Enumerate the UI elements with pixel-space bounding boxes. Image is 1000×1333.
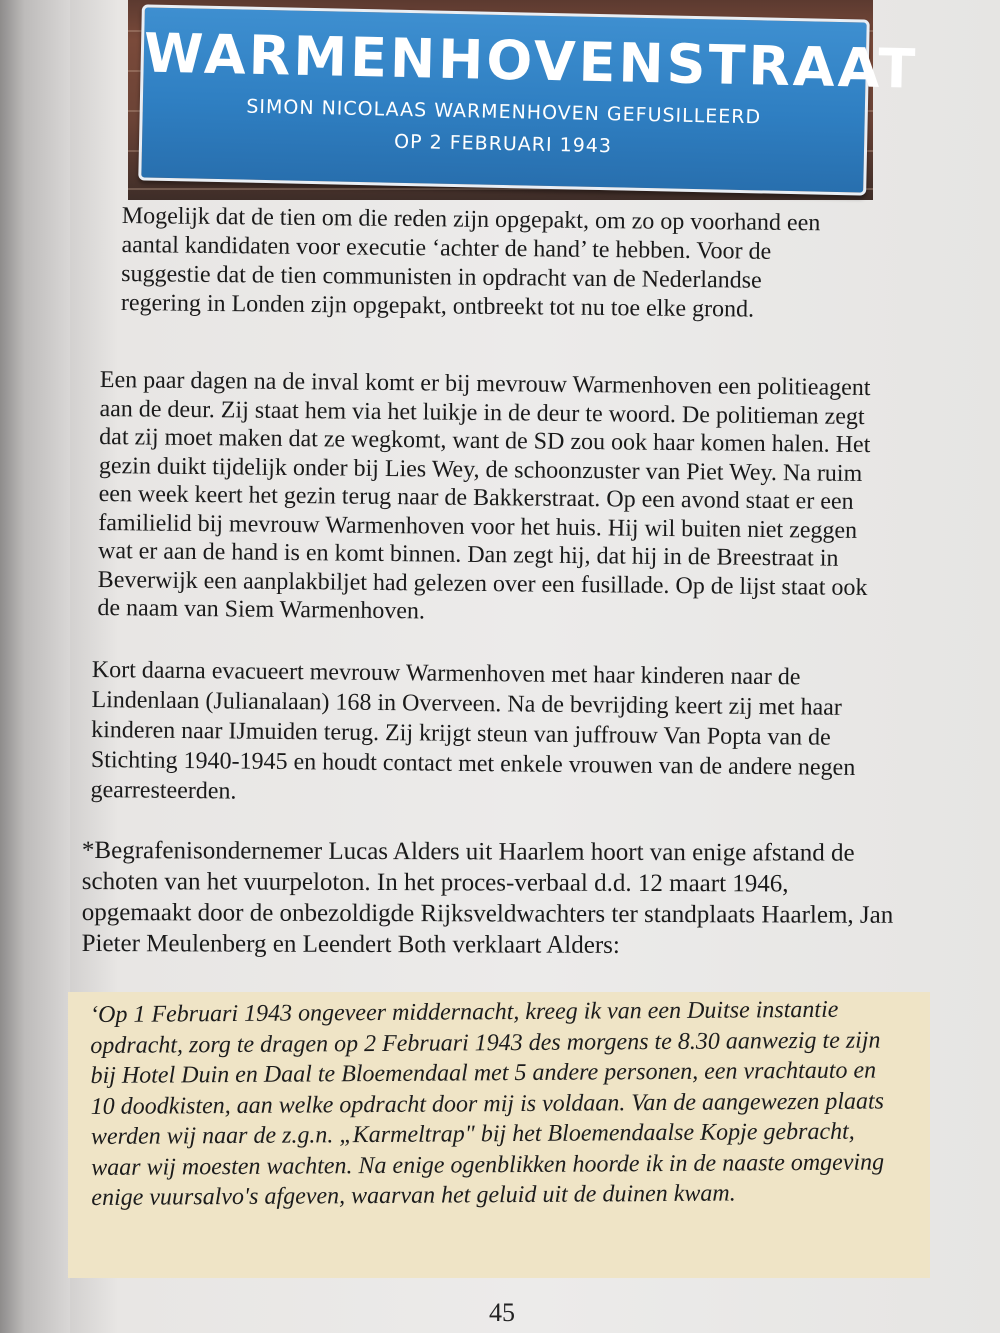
page-number: 45 xyxy=(489,1298,515,1327)
paragraph-1: Mogelijk dat de tien om die reden zijn opgepakt, om zo op voorhand een aantal kandidaten voor executie ‘achter de hand’ te hebben. Voor de suggestie dat de tien communisten in opdracht van de Nederlandse regering in Londen zijn opgepakt, ontbreekt tot nu toe elke grond. xyxy=(120,202,821,323)
street-sign-title: WARMENHOVENSTRAAT xyxy=(143,21,919,101)
street-sign xyxy=(138,4,919,195)
book-gutter xyxy=(0,0,70,1333)
quote-text: ‘Op 1 Februari 1943 ongeveer middernacht, kreeg ik van een Duitse instantie opdracht, zorg te dragen op 2 Februari 1943 des morgens te 8.30 aanwezig te zijn bij Hotel Duin en Daal te Bloemendaal met 5 andere personen, een vrachtauto en 10 doodkisten, aan welke opdracht door mij is voldaan. Van de aangewezen plaats werden wij naar de z.g.n. „Karmeltrap" bij het Bloemendaalse Kopje gebracht, waar wij moesten wachten. Na enige ogenblikken hoorde ik in de naaste omgeving enige vuursalvo's afgeven, waarvan het geluid uit de duinen kwam. xyxy=(90,996,885,1211)
street-sign-date: OP 2 FEBRUARI 1943 xyxy=(393,130,613,158)
paragraph-4: *Begrafenisondernemer Lucas Alders uit Haarlem hoort van enige afstand de schoten van het vuurpeloton. In het proces-verbaal d.d. 12 maart 1946, opgemaakt door de onbezoldigde Rijksveldwachters ter standplaats Haarlem, Jan Pieter Meulenberg en Leendert Both verklaart Alders: xyxy=(81,837,894,959)
paragraph-3: Kort daarna evacueert mevrouw Warmenhoven met haar kinderen naar de Lindenlaan (Julianalaan) 168 in Overveen. Na de bevrijding keert zij met haar kinderen naar IJmuiden terug. Zij krijgt steun van juffrouw Van Popta van de Stichting 1940-1945 en houdt contact met enkele vrouwen van de andere negen gearresteerden. xyxy=(90,656,856,805)
paragraph-2: Een paar dagen na de inval komt er bij mevrouw Warmenhoven een politieagent aan de deur. Zij staat hem via het luikje in de deur te woord. De politieman zegt dat zij moet maken dat ze wegkomt, want de SD zou ook haar komen halen. Het gezin duikt tijdelijk onder bij Lies Wey, de schoonzuster van Piet Wey. Na ruim een week keert het gezin terug naar de Bakkerstraat. Op een avond staat er een familielid bij mevrouw Warmenhoven voor het huis. Hij wil buiten niet zeggen wat er aan de hand is en komt binnen. Dan zegt hij, dat hij in de Breestraat in Beverwijk een aanplakbiljet had gelezen over een fusillade. Op de lijst staat ook de naam van Siem Warmenhoven. xyxy=(97,366,871,625)
street-sign-subtitle: SIMON NICOLAAS WARMENHOVEN GEFUSILLEERD xyxy=(246,95,762,129)
